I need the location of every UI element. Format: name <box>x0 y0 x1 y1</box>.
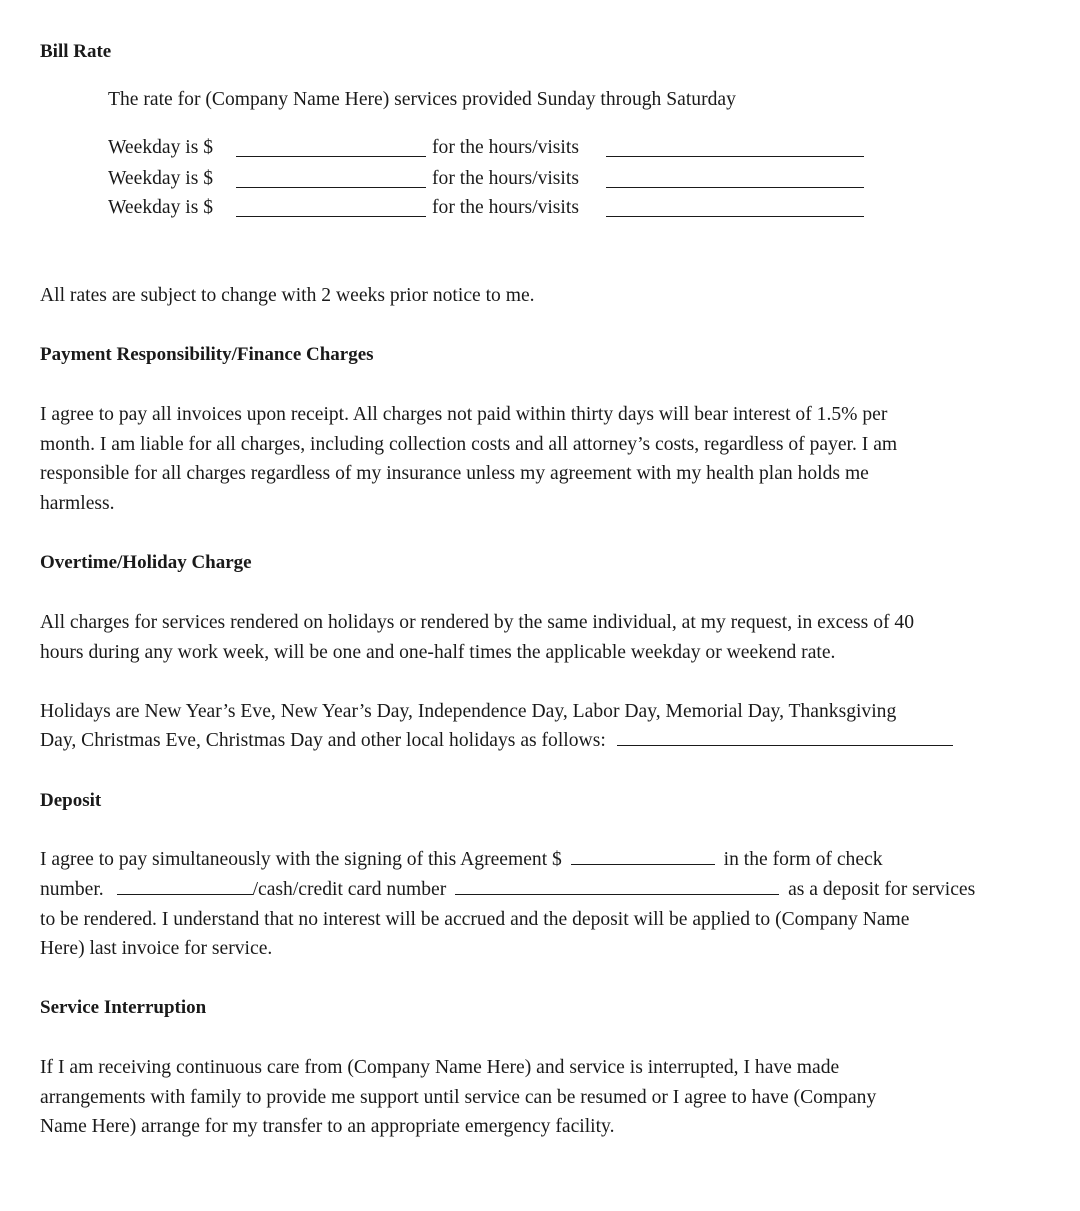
deposit-text: /cash/credit card number <box>252 879 447 900</box>
heading-bill-rate: Bill Rate <box>40 41 112 62</box>
payment-line: I agree to pay all invoices upon receipt. All charges not paid within thirty days will bear interest of 1.5% per <box>40 404 888 425</box>
deposit-line <box>40 848 883 872</box>
payment-line: harmless. <box>40 493 115 514</box>
rate-amount-blank[interactable] <box>236 171 426 188</box>
rate-label: Weekday is $ <box>108 168 214 189</box>
deposit-text: number. <box>40 879 104 900</box>
bill-rate-intro: The rate for (Company Name Here) services provided Sunday through Saturday <box>108 89 736 110</box>
holidays-line: Holidays are New Year’s Eve, New Year’s Day, Independence Day, Labor Day, Memorial Day, Thanksgiving <box>40 701 897 722</box>
holidays-line <box>40 729 953 753</box>
heading-payment: Payment Responsibility/Finance Charges <box>40 344 374 365</box>
card-number-blank[interactable] <box>455 878 779 895</box>
rate-amount-blank[interactable] <box>236 200 426 217</box>
rates-notice: All rates are subject to change with 2 weeks prior notice to me. <box>40 285 535 306</box>
local-holidays-blank[interactable] <box>617 729 953 746</box>
rate-middle-text: for the hours/visits <box>432 197 579 218</box>
deposit-line <box>40 878 975 902</box>
rate-label: Weekday is $ <box>108 197 214 218</box>
payment-line: responsible for all charges regardless of my insurance unless my agreement with my health plan holds me <box>40 463 869 484</box>
check-number-blank[interactable] <box>117 878 253 895</box>
overtime-line: hours during any work week, will be one and one-half times the applicable weekday or weekend rate. <box>40 642 836 663</box>
holidays-line-text: Day, Christmas Eve, Christmas Day and other local holidays as follows: <box>40 730 606 751</box>
rate-amount-blank[interactable] <box>236 140 426 157</box>
deposit-text: I agree to pay simultaneously with the signing of this Agreement $ <box>40 849 562 870</box>
heading-deposit: Deposit <box>40 790 102 811</box>
rate-row <box>108 196 868 220</box>
overtime-line: All charges for services rendered on holidays or rendered by the same individual, at my request, in excess of 40 <box>40 612 915 633</box>
deposit-line: Here) last invoice for service. <box>40 938 273 959</box>
interruption-line: Name Here) arrange for my transfer to an appropriate emergency facility. <box>40 1116 615 1137</box>
interruption-line: If I am receiving continuous care from (Company Name Here) and service is interrupted, I have made <box>40 1057 840 1078</box>
deposit-amount-blank[interactable] <box>571 848 715 865</box>
rate-row <box>108 136 868 160</box>
rate-middle-text: for the hours/visits <box>432 137 579 158</box>
interruption-line: arrangements with family to provide me support until service can be resumed or I agree to have (Company <box>40 1087 877 1108</box>
deposit-line: to be rendered. I understand that no interest will be accrued and the deposit will be applied to (Company Name <box>40 909 910 930</box>
heading-interruption: Service Interruption <box>40 997 207 1018</box>
rate-label: Weekday is $ <box>108 137 214 158</box>
deposit-text: in the form of check <box>723 849 883 870</box>
hours-visits-blank[interactable] <box>606 171 864 188</box>
payment-line: month. I am liable for all charges, including collection costs and all attorney’s costs, regardless of payer. I am <box>40 434 898 455</box>
rate-row <box>108 167 868 191</box>
hours-visits-blank[interactable] <box>606 140 864 157</box>
deposit-text: as a deposit for services <box>788 879 976 900</box>
rate-middle-text: for the hours/visits <box>432 168 579 189</box>
hours-visits-blank[interactable] <box>606 200 864 217</box>
heading-overtime: Overtime/Holiday Charge <box>40 552 252 573</box>
